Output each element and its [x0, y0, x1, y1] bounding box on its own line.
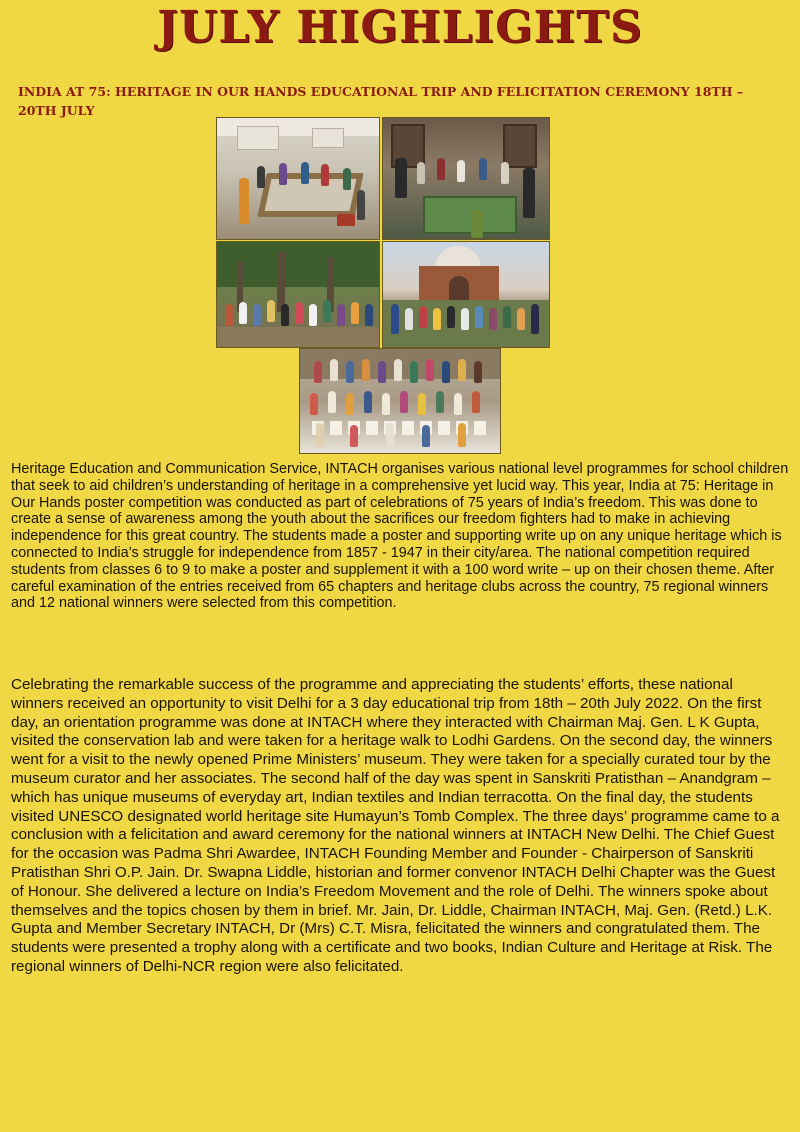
meeting-room-photo	[216, 117, 380, 240]
felicitation-ceremony-photo	[299, 348, 501, 454]
paragraph-intro: Heritage Education and Communication Service, INTACH organises various national level programmes for school children that seek to aid children’s understanding of heritage in a comprehensive yet lucid way. This year, India at 75: Heritage in Our Hands poster competition was conducted as part of celebrations of 75 years of India’s freedom. This was done to create a sense of awareness among the youth about the sacrifices our freedom fighters had to make in achieving independence for this great country. The students made a poster and supporting write up on any unique heritage which is connected to India’s struggle for independence from 1857 - 1947 in their city/area. The national competition required students from classes 6 to 9 to make a poster and supplement it with a 100 word write – up on their chosen theme. After careful examination of the entries received from 65 chapters and heritage clubs across the country, 75 regional winners and 12 national winners were selected from this competition.	[11, 461, 789, 612]
humayuns-tomb-group-photo	[382, 241, 550, 348]
section-subtitle: INDIA AT 75: HERITAGE IN OUR HANDS EDUCATIONAL TRIP AND FELICITATION CEREMONY 18TH – 20TH JULY	[18, 84, 744, 118]
conservation-lab-photo	[382, 117, 550, 240]
paragraph-trip: Celebrating the remarkable success of the programme and appreciating the students’ efforts, these national winners received an opportunity to visit Delhi for a 3 day educational trip from 18th – 20th July 2022. On the first day, an orientation programme was done at INTACH where they interacted with Chairman Maj. Gen. L K Gupta, visited the conservation lab and were taken for a heritage walk to Lodhi Gardens. On the second day, the winners went for a visit to the newly opened Prime Ministers’ museum. They were taken for a specially curated tour by the museum curator and her associates. The second half of the day was spent in Sanskriti Pratisthan – Anandgram – which has unique museums of everyday art, Indian textiles and Indian terracotta. On the final day, the students visited UNESCO designated world heritage site Humayun’s Tomb Complex. The three days’ programme came to a conclusion with a felicitation and award ceremony for the national winners at INTACH New Delhi. The Chief Guest for the occasion was Padma Shri Awardee, INTACH Founding Member and Founder - Chairperson of Sanskriti Pratisthan Shri O.P. Jain. Dr. Swapna Liddle, historian and former convenor INTACH Delhi Chapter was the Guest of Honour. She delivered a lecture on India’s Freedom Movement and the role of Delhi. The winners spoke about themselves and the topics chosen by them in brief. Mr. Jain, Dr. Liddle, Chairman INTACH, Maj. Gen. (Retd.) L.K. Gupta and Member Secretary INTACH, Dr (Mrs) C.T. Misra, felicitated the winners and congratulated them. The students were presented a trophy along with a certificate and two books, Indian Culture and Heritage at Risk. The regional winners of Delhi-NCR region were also felicitated.	[11, 676, 780, 975]
page-title: JULY HIGHLIGHTS	[157, 2, 643, 53]
lodhi-gardens-group-photo	[216, 241, 380, 348]
